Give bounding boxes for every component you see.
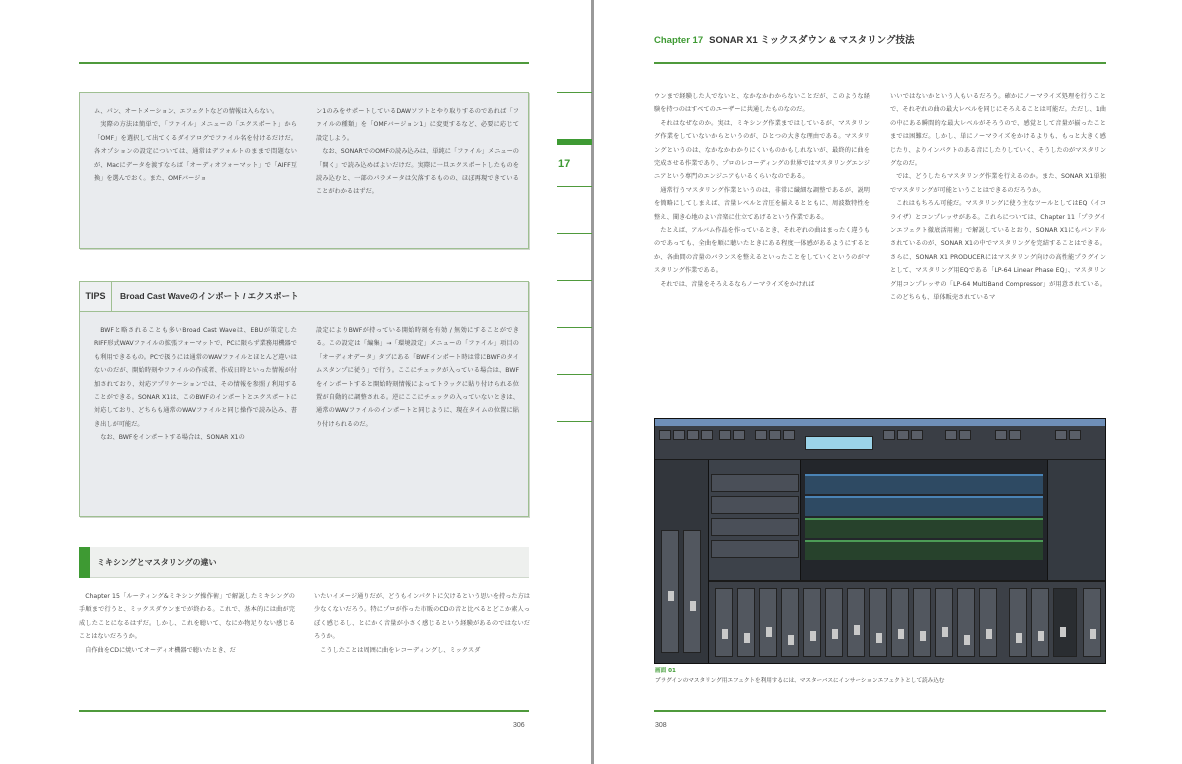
toolbar-button-icon bbox=[733, 430, 745, 440]
audio-clip bbox=[805, 540, 1043, 560]
paragraph: なお、BWFをインポートする場合は、SONAR X1の bbox=[100, 434, 245, 442]
section-header bbox=[79, 547, 529, 578]
console-strip bbox=[1009, 588, 1027, 657]
toolbar-button-icon bbox=[673, 430, 685, 440]
console-strip bbox=[891, 588, 909, 657]
tips-tag: TIPS bbox=[80, 282, 112, 311]
figure-window-titlebar bbox=[655, 419, 1105, 426]
daw-screenshot-figure bbox=[654, 418, 1106, 664]
audio-clip bbox=[805, 474, 1043, 494]
toolbar-button-icon bbox=[945, 430, 957, 440]
fader-handle bbox=[788, 635, 794, 645]
toolbar-button-icon bbox=[659, 430, 671, 440]
thumb-index-line bbox=[557, 280, 592, 281]
paragraph: では、どうしたらマスタリング作業を行えるのか。また、SONAR X1単独でマスタリングが可能ということはできるのだろうか。 bbox=[890, 173, 1106, 194]
body-col-2 bbox=[314, 590, 530, 690]
figure-toolbar bbox=[655, 426, 1105, 460]
console-strip bbox=[935, 588, 953, 657]
console-strip bbox=[1031, 588, 1049, 657]
toolbar-button-icon bbox=[883, 430, 895, 440]
toolbar-button-icon bbox=[783, 430, 795, 440]
chapter-label: Chapter 17 bbox=[654, 35, 704, 46]
console-strip bbox=[737, 588, 755, 657]
fader-handle bbox=[1060, 627, 1066, 637]
figure-clips-pane bbox=[801, 460, 1047, 580]
figure-track-headers bbox=[709, 460, 801, 580]
page-number: 306 bbox=[513, 722, 525, 729]
paragraph: ン1のみをサポートしているDAWソフトとやり取りするのであれば「ファイルの種類」を「OMFバージョン1」に変更するなど、必要に応じて設定しよう。 bbox=[316, 108, 519, 142]
paragraph: いいではないかという人もいるだろう。確かにノーマライズ処理を行うことで、それぞれの曲の最大レベルを同じにそろえることは可能だ。ただし、1曲の中にある瞬間的な最大レベルがそろうので、感覚として音量が揃ったことまでは困難だ。しかし、単にノーマライズをかけるよりも、もっと大きく感じたり、よりインパクトのある音にしたりしていく、そうしたのがマスタリングなのだ。 bbox=[890, 93, 1106, 168]
fader-handle bbox=[722, 629, 728, 639]
track-header bbox=[711, 496, 799, 514]
fader-handle bbox=[898, 629, 904, 639]
fader-handle bbox=[832, 629, 838, 639]
section-title: ミキシングとマスタリングの違い bbox=[97, 558, 217, 567]
track-header bbox=[711, 518, 799, 536]
fader-handle bbox=[1090, 629, 1096, 639]
paragraph: ウンまで経験した人でないと、なかなかわからないことだが、このような経験を持つのはすべてのユーザーに共通したものなのだ。 bbox=[654, 93, 870, 114]
paragraph: なお、SONARでのOMFの読み込みは、単純に「ファイル」メニューの「開く」で読み込めばよいだけだ。実際に一旦エクスポートしたものを読み込むと、一部のパラメータは欠落するものの、ほぼ再現できていることがわかるはずだ。 bbox=[316, 148, 519, 196]
thumb-index-tab bbox=[557, 139, 592, 145]
master-strip bbox=[1053, 588, 1077, 657]
toolbar-button-icon bbox=[1009, 430, 1021, 440]
fader-handle bbox=[668, 591, 674, 601]
paragraph: それでは、音量をそろえるならノーマライズをかければ bbox=[660, 280, 815, 288]
inspector-strip bbox=[661, 530, 679, 653]
right-col-1 bbox=[654, 90, 870, 408]
thumb-index-line bbox=[557, 92, 592, 93]
toolbar-button-icon bbox=[755, 430, 767, 440]
console-strip bbox=[979, 588, 997, 657]
audio-clip bbox=[805, 496, 1043, 516]
console-strip bbox=[803, 588, 821, 657]
thumb-index-line bbox=[557, 374, 592, 375]
tips-header bbox=[80, 282, 528, 312]
note-col-2 bbox=[316, 105, 519, 243]
paragraph: BWFと略されることも多いBroad Cast Waveは、EBUが策定したRIFF形式WAVファイルの拡張フォーマットで、PCに限らず業務用機器でも利用できるもの。PCで扱うには通常のWAVファイルとほとんど違いはないのだが、開始時刻やファイルの作成者、作成日時といった情報が付加されており、対応アプリケーションでは、その情報を参照 / 利用することができる。SONAR X1は、このBWFのインポートとエクスポートに対応しており、どちらも通常のWAVファイルと同じ操作で読み込み、書き出しが可能だ。 bbox=[94, 327, 297, 428]
toolbar-button-icon bbox=[1055, 430, 1067, 440]
toolbar-button-icon bbox=[719, 430, 731, 440]
fader-handle bbox=[986, 629, 992, 639]
body-col-1 bbox=[79, 590, 295, 690]
transport-display bbox=[805, 436, 873, 450]
console-strip bbox=[913, 588, 931, 657]
track-header bbox=[711, 474, 799, 492]
right-col-2 bbox=[890, 90, 1106, 408]
fader-handle bbox=[964, 635, 970, 645]
paragraph: いたいイメージ通りだが、どうもインパクトに欠けるという思いを持った方は少なくないだろう。特にプロが作った市販のCDの音と比べるとどこか素人っぽく感じるし、とにかく音量が小さく感じるという経験があるのではないだろうか。 bbox=[314, 593, 530, 641]
note-box bbox=[79, 92, 529, 249]
tips-box bbox=[79, 281, 529, 517]
figure-label: 画面 01 bbox=[655, 668, 676, 674]
paragraph: 自作曲をCDに焼いてオーディオ機器で聴いたとき、だ bbox=[85, 646, 236, 654]
console-strip bbox=[869, 588, 887, 657]
top-rule bbox=[79, 62, 529, 64]
fader-handle bbox=[942, 627, 948, 637]
toolbar-button-icon bbox=[769, 430, 781, 440]
tips-col-2 bbox=[316, 324, 519, 510]
audio-clip bbox=[805, 518, 1043, 538]
paragraph: これはもちろん可能だ。マスタリングに使う主なツールとしてはEQ（イコライザ）とコンプレッサがある。これらについては、Chapter 11「プラグインエフェクト徹底活用術」で解説しているとおり、SONAR X1にもバンドルされているのが、SONAR X1の中でマスタリングを完結することはできる。さらに、SONAR X1 PRODUCERにはマスタリング向けの高性能プラグインとして、マスタリング用EQである「LP-64 Linear Phase EQ」、マスタリング用コンプレッサの「LP-64 MultiBand Compressor」が用意されている。このどちらも、単体販売されているマ bbox=[890, 200, 1106, 302]
thumb-index-line bbox=[557, 327, 592, 328]
bottom-rule bbox=[654, 710, 1106, 712]
section-bar bbox=[79, 547, 90, 578]
fader-handle bbox=[1038, 631, 1044, 641]
fader-handle bbox=[854, 625, 860, 635]
page-number: 308 bbox=[655, 722, 667, 729]
paragraph: 実際の方法は簡単で、「ファイル」メニューの「エクスポート」から「OMF」を選択して出てくるダイアログでファイル名を付けるだけだ。各オプションの設定については、通常はデフォルトのままで問題ないが、Macにデータを渡すならば「オーディオフォーマット」で「AIFF互換」を選んでおく。また、OMFバージョ bbox=[94, 121, 297, 183]
console-strip bbox=[825, 588, 843, 657]
fader-handle bbox=[810, 631, 816, 641]
console-strip bbox=[1083, 588, 1101, 657]
console-strip bbox=[847, 588, 865, 657]
chapter-header bbox=[654, 32, 914, 46]
figure-inspector-panel bbox=[655, 460, 709, 663]
top-rule bbox=[654, 62, 1106, 64]
toolbar-button-icon bbox=[701, 430, 713, 440]
note-col-1 bbox=[94, 105, 297, 243]
fader-handle bbox=[920, 631, 926, 641]
fader-handle bbox=[690, 601, 696, 611]
track-header bbox=[711, 540, 799, 558]
fader-handle bbox=[876, 633, 882, 643]
toolbar-button-icon bbox=[1069, 430, 1081, 440]
paragraph: ム、パン、オートメーション、エフェクトなどの情報は入らない。 bbox=[94, 108, 279, 115]
paragraph: たとえば、アルバム作品を作っているとき、それぞれの曲はまったく違うものであっても、全曲を順に聴いたときにある程度一体感があるようにするとか、各曲間の音量のバランスを整えるといったことをしていくというのがマスタリング作業である。 bbox=[654, 227, 870, 275]
toolbar-button-icon bbox=[687, 430, 699, 440]
console-strip bbox=[781, 588, 799, 657]
bottom-rule bbox=[79, 710, 529, 712]
paragraph: 通常行うマスタリング作業というのは、非常に繊細な調整であるが、説明を簡略にしてしまえば、音量レベルと音圧を揃えるとともに、周波数特性を整え、聞き心地のよい音楽に仕立てあげるという作業である。 bbox=[654, 186, 870, 221]
figure-browser-panel bbox=[1047, 460, 1105, 580]
paragraph: 設定によりBWFが持っている開始時刻を有効 / 無効にすることができる。この設定は「編集」→「環境設定」メニューの「ファイル」項目の「オーディオデータ」タブにある「BWFインポート時は常にBWFのタイムスタンプに従う」で行う。ここにチェックが入っている場合は、BWFをインポートすると開始時刻情報によってトラックに貼り付けられる位置が自動的に調整される。逆にここにチェックの入っていないときは、通常のWAVファイルのインポートと同じように、現在タイムの位置に貼り付けられるのだ。 bbox=[316, 327, 519, 428]
toolbar-button-icon bbox=[911, 430, 923, 440]
paragraph: Chapter 15「ルーティング&ミキシング操作術」で解説したミキシングの手順まで行うと、ミックスダウンまでが終わる。これで、基本的には曲が完成したことになるはずだ。しかし、これを聴いて、なにか物足りない感じることはないだろうか。 bbox=[79, 593, 295, 641]
fader-handle bbox=[1016, 633, 1022, 643]
fader-handle bbox=[744, 633, 750, 643]
tips-title: Broad Cast Waveのインポート / エクスポート bbox=[120, 291, 299, 301]
toolbar-button-icon bbox=[897, 430, 909, 440]
figure-console-view bbox=[709, 580, 1105, 663]
paragraph: こうしたことは周囲に曲をレコーディングし、ミックスダ bbox=[320, 646, 481, 654]
tips-col-1 bbox=[94, 324, 297, 510]
toolbar-button-icon bbox=[995, 430, 1007, 440]
paragraph: それはなぜなのか。実は、ミキシング作業まではしているが、マスタリング作業をしていないからというのが、ひとつの大きな理由である。マスタリングというのは、なかなかわかりにくいものかもしれないが、最終的に曲を完成させる作業であり、プロのレコーディングの世界ではマスタリングエンジニアという専門のエンジニアもいるくらいなのである。 bbox=[654, 119, 870, 181]
thumb-index-line bbox=[557, 186, 592, 187]
chapter-number: 17 bbox=[558, 158, 571, 170]
thumb-index-line bbox=[557, 233, 592, 234]
thumb-index-line bbox=[557, 421, 592, 422]
toolbar-button-icon bbox=[959, 430, 971, 440]
chapter-title: SONAR X1 ミックスダウン & マスタリング技法 bbox=[709, 35, 915, 46]
fader-handle bbox=[766, 627, 772, 637]
inspector-strip bbox=[683, 530, 701, 653]
console-strip bbox=[759, 588, 777, 657]
console-strip bbox=[715, 588, 733, 657]
console-strip bbox=[957, 588, 975, 657]
figure-caption: プラグインのマスタリング用エフェクトを利用するには、マスターバスにインサーションエフェクトとして読み込む bbox=[655, 678, 945, 684]
